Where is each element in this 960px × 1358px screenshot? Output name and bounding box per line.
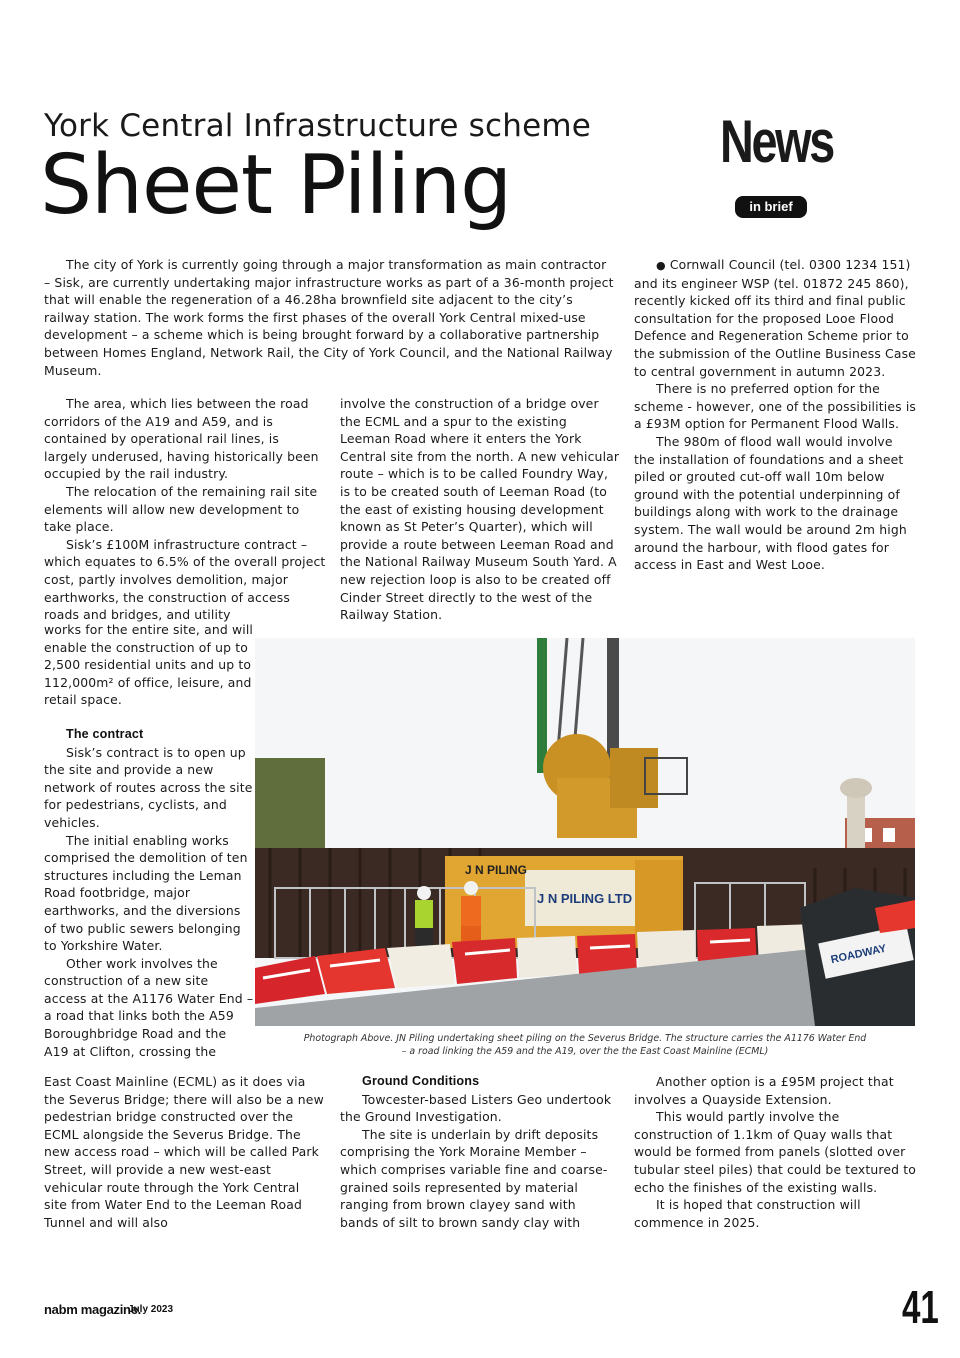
paragraph: The 980m of flood wall would involve the installation of foundations and a sheet piled or grouted cut-off wall 10m below ground with the potential underpinning of buildings along with work to the drainage system. The wall would be around 2m high around the harbour, with flood gates for access in East and West Looe. — [634, 433, 907, 573]
paragraph: The site is underlain by drift deposits comprising the York Moraine Member – which comprises variable fine and coarse-grained soils represented by material ranging from brown clayey sand with bands of silt to brown sandy clay with — [340, 1126, 608, 1230]
photo-illustration — [255, 638, 915, 1026]
page-number: 41 — [902, 1281, 939, 1333]
subheading-ground-conditions: Ground Conditions — [362, 1074, 480, 1088]
page-title: Sheet Piling — [40, 138, 512, 233]
column-3-bottom — [634, 1073, 916, 1231]
photo-sheet-piling — [255, 638, 915, 1026]
column-3-top — [634, 256, 916, 574]
column-2-bottom — [340, 1073, 618, 1231]
photo-caption: Photograph Above. JN Piling undertaking sheet piling on the Severus Bridge. The structure carries the A1176 Water End – a road linking the A59 and the A19, over the the East Coast Mainline (ECML) — [303, 1033, 867, 1057]
paragraph: Towcester-based Listers Geo undertook the Ground Investigation. — [340, 1091, 612, 1125]
sign-label: ROADWAY — [829, 942, 888, 967]
section-tag: in brief — [735, 196, 807, 218]
section-title: News — [720, 108, 833, 175]
paragraph: involve the construction of a bridge over the ECML and a spur to the existing Leeman Road where it enters the York Central site from the north. A new vehicular route – which is to be called Foundry Way, is to be created south of Leeman Road (to the east of existing housing development known as St Peter’s Quarter), which will provide a route between Leeman Road and the National Railway Museum South Yard. A new rejection loop is also to be created off Cinder Street directly to the west of the Railway Station. — [340, 396, 620, 623]
paragraph: It is hoped that construction will commence in 2025. — [634, 1197, 861, 1230]
column-1-bottom — [44, 1073, 326, 1231]
bullet-icon: ● — [656, 259, 666, 272]
magazine-name: nabm magazine. — [44, 1302, 141, 1317]
issue-date: July 2023 — [128, 1304, 174, 1315]
intro-paragraph: The city of York is currently going through a major transformation as main contractor – Sisk, are currently undertaking major infrastructure works as part of a 36-month project that will enable the regeneration of a 46.28ha brownfield site adjacent to the city’s railway station. The work forms the first phases of the overall York Central mixed-use development – a scheme which is being brought forward by a collaborative partnership between Homes England, Network Rail, the City of York Council, and the National Railway Museum. — [44, 257, 614, 378]
rig-label: J N PILING — [465, 863, 528, 877]
kicker: York Central Infrastructure scheme — [44, 108, 592, 144]
paragraph: There is no preferred option for the scheme - however, one of the possibilities is a £93M option for Permanent Flood Walls. — [634, 381, 917, 432]
paragraph: The area, which lies between the road corridors of the A19 and A59, and is contained by operational rail lines, is largely underused, having historically been occupied by the rail industry. — [44, 396, 319, 482]
column-1-top — [44, 395, 326, 624]
subheading-contract: The contract — [66, 726, 144, 741]
paragraph: The relocation of the remaining rail site elements will allow new development to take place. — [44, 483, 318, 535]
paragraph: East Coast Mainline (ECML) as it does via the Severus Bridge; there will also be a new pedestrian bridge constructed over the ECML alongside the Severus Bridge. The new access road – which will be called Park Street, will provide a new west-east vehicular route through the York Central site from Water End to the Leeman Road Tunnel and will also — [44, 1074, 324, 1230]
paragraph: Another option is a £95M project that involves a Quayside Extension. — [634, 1074, 894, 1107]
column-2-top — [340, 395, 620, 624]
paragraph: Sisk’s contract is to open up the site and provide a new network of routes across the site for pedestrians, cyclists, and vehicles. — [44, 744, 253, 830]
paragraph: Other work involves the construction of a new site access at the A1176 Water End – a road that links both the A59 Boroughbridge Road and the A19 at Clifton, crossing the — [44, 955, 254, 1059]
paragraph: works for the entire site, and will enable the construction of up to 2,500 residential units and up to 112,000m² of office, leisure, and retail space. — [44, 622, 254, 708]
paragraph: This would partly involve the construction of 1.1km of Quay walls that would be formed from panels (slotted over tubular steel piles) that could be textured to echo the finishes of the existing walls. — [634, 1109, 916, 1195]
column-1-wrap — [44, 621, 254, 1060]
paragraph: Sisk’s £100M infrastructure contract – which equates to 6.5% of the overall project cost, partly involves demolition, major earthworks, the construction of access roads and bridges, and utility — [44, 536, 326, 623]
paragraph: The initial enabling works comprised the demolition of ten structures including the Leman Road footbridge, major earthworks, and the diversions of two public sewers belonging to Yorkshire Water. — [44, 832, 248, 954]
rig-label-big: J N PILING LTD — [537, 891, 633, 906]
paragraph: ● Cornwall Council (tel. 0300 1234 151) and its engineer WSP (tel. 01872 245 860), recently kicked off its third and final public consultation for the proposed Looe Flood Defence and Regeneration Scheme prior to the submission of the Outline Business Case to central government in autumn 2023. — [634, 257, 916, 379]
